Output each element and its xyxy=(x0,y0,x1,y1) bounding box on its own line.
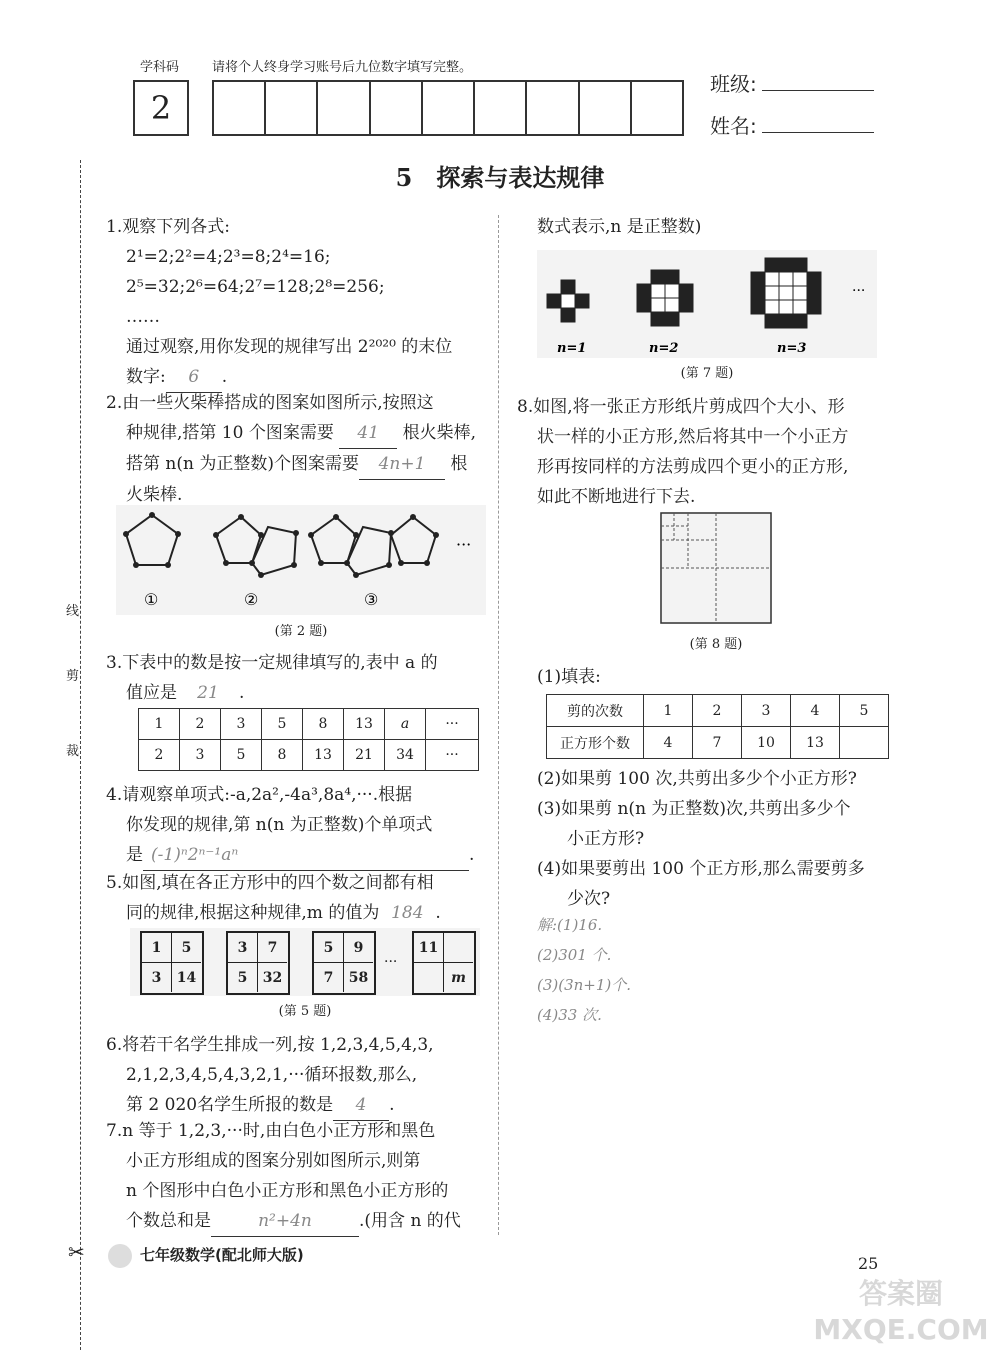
q8-cell: 10 xyxy=(742,727,791,759)
q8-caption: (第 8 题) xyxy=(689,637,743,652)
q2-line3a: 搭第 n(n 为正整数)个图案需要 xyxy=(126,454,359,474)
account-number-boxes[interactable] xyxy=(212,80,684,136)
q5-num xyxy=(444,933,473,963)
q3-table xyxy=(138,708,479,771)
q3-cell: ··· xyxy=(426,709,479,740)
question-5: 5.如图,填在各正方形中的四个数之间都有相 同的规律,根据这种规律,m 的值为 184 . xyxy=(106,868,491,929)
q2-line1: 2.由一些火柴棒搭成的图案如图所示,按照这 xyxy=(106,393,434,413)
q5-answer: 184 xyxy=(379,898,435,929)
q2-caption: (第 2 题) xyxy=(274,624,328,639)
page-title: 5 探索与表达规律 xyxy=(395,163,605,192)
q3-answer: 21 xyxy=(177,678,239,709)
q7-line4b: .(用含 n 的代 xyxy=(359,1211,461,1231)
question-8 xyxy=(517,392,907,512)
q3-cell: 8 xyxy=(303,709,344,740)
digit-box[interactable] xyxy=(475,82,527,134)
q4-line2: 你发现的规律,第 n(n 为正整数)个单项式 xyxy=(126,815,433,835)
digit-box[interactable] xyxy=(527,82,579,134)
account-instruction: 请将个人终身学习账号后九位数字填写完整。 xyxy=(212,60,473,75)
q2-figure xyxy=(116,505,486,615)
q2-line4: 火柴棒. xyxy=(126,485,183,505)
q8-cell: 7 xyxy=(693,727,742,759)
q5-line1: 5.如图,填在各正方形中的四个数之间都有相 xyxy=(106,873,434,893)
q5-square-3 xyxy=(312,931,376,995)
q8-cell: 4 xyxy=(644,727,693,759)
q8-solution xyxy=(537,910,631,1030)
q5-num: 11 xyxy=(414,933,444,963)
q8-cell xyxy=(840,727,889,759)
q7-label-1: n=1 xyxy=(557,341,587,356)
q3-cell: 2 xyxy=(180,709,221,740)
q3-cell: 21 xyxy=(344,740,385,771)
q5-square-2 xyxy=(226,931,290,995)
column-divider xyxy=(498,215,499,1235)
q8-figure xyxy=(660,512,772,624)
page-number: 25 xyxy=(858,1254,879,1273)
q2-label-3: ③ xyxy=(364,590,379,609)
q8-cell: 3 xyxy=(742,695,791,727)
watermark: 答案圈 MXQE.COM xyxy=(813,1277,989,1346)
q1-ask-b: 数字: xyxy=(126,367,166,387)
q2-line3b: 根 xyxy=(450,454,468,474)
name-field[interactable] xyxy=(762,132,874,133)
q3-cell: 5 xyxy=(221,740,262,771)
cut-line xyxy=(80,160,81,1350)
q1-dots: …… xyxy=(126,307,160,327)
q3-cell: 3 xyxy=(180,740,221,771)
q5-num: 9 xyxy=(344,933,373,963)
side-label-line: 线 xyxy=(66,600,79,619)
q2-more: ··· xyxy=(456,535,472,554)
q1-intro: 1.观察下列各式: xyxy=(106,217,230,237)
q7-line3: n 个图形中白色小正方形和黑色小正方形的 xyxy=(126,1181,449,1201)
q8-line4: 如此不断地进行下去. xyxy=(537,487,696,507)
q2-line2b: 根火柴棒, xyxy=(402,423,477,443)
digit-box[interactable] xyxy=(632,82,682,134)
q3-cell: ··· xyxy=(426,740,479,771)
q2-line2a: 种规律,搭第 10 个图案需要 xyxy=(126,423,334,443)
q2-answer2: 4n+1 xyxy=(359,449,445,480)
book-logo-icon xyxy=(108,1244,132,1268)
q8-table xyxy=(546,694,889,759)
q8-solution-1: 解:(1)16. xyxy=(537,916,603,934)
q3-cell: 1 xyxy=(139,709,180,740)
q5-num: 5 xyxy=(228,963,258,992)
q5-num: 5 xyxy=(172,933,201,963)
q7-line4a: 个数总和是 xyxy=(126,1211,211,1231)
q5-num: 58 xyxy=(348,969,369,986)
q5-num: m xyxy=(451,969,466,986)
q7-continued: 数式表示,n 是正整数) xyxy=(537,217,702,237)
q5-num: 3 xyxy=(142,963,172,992)
digit-box[interactable] xyxy=(580,82,632,134)
class-label: 班级: xyxy=(710,72,757,96)
digit-box[interactable] xyxy=(371,82,423,134)
q7-line2: 小正方形组成的图案分别如图所示,则第 xyxy=(126,1151,421,1171)
q7-caption: (第 7 题) xyxy=(680,366,734,381)
question-4: 4.请观察单项式:-a,2a²,-4a³,8a⁴,···.根据 你发现的规律,第 n(n 为正整数)个单项式 是 (-1)ⁿ2ⁿ⁻¹aⁿ . xyxy=(106,780,491,871)
subject-code-label: 学科码 xyxy=(140,60,180,75)
q5-num: 7 xyxy=(258,933,287,963)
q5-square-4 xyxy=(412,931,476,995)
q7-figure xyxy=(537,250,877,358)
q4-line3: 是 xyxy=(126,845,143,865)
question-6: 6.将若干名学生排成一列,按 1,2,3,4,5,4,3, 2,1,2,3,4,5,4,3,2,1,···循环报数,那么, 第 2 020名学生所报的数是 4 . xyxy=(106,1030,491,1121)
book-title: 七年级数学(配北师大版) xyxy=(140,1246,304,1264)
q4-answer: (-1)ⁿ2ⁿ⁻¹aⁿ xyxy=(143,840,469,871)
digit-box[interactable] xyxy=(214,82,266,134)
question-2 xyxy=(106,388,491,510)
q5-more: ··· xyxy=(384,954,398,970)
q8-line1: 8.如图,将一张正方形纸片剪成四个大小、形 xyxy=(517,397,845,417)
q7-label-2: n=2 xyxy=(649,341,679,356)
q2-label-1: ① xyxy=(144,590,159,609)
q1-line2: 2⁵=32;2⁶=64;2⁷=128;2⁸=256; xyxy=(126,277,385,297)
q1-answer: 6 xyxy=(166,362,222,393)
q6-line3: 第 2 020名学生所报的数是 xyxy=(126,1095,334,1115)
q8-cell: 2 xyxy=(693,695,742,727)
q5-square-1 xyxy=(140,931,204,995)
q3-cell: a xyxy=(385,709,426,740)
name-label: 姓名: xyxy=(710,114,757,138)
q5-num xyxy=(414,963,444,992)
q8-solution-3: (3)(3n+1)个. xyxy=(537,976,632,994)
question-3: 3.下表中的数是按一定规律填写的,表中 a 的 值应是 21 . xyxy=(106,648,491,709)
q2-answer1: 41 xyxy=(339,418,397,449)
q3-cell: 8 xyxy=(262,740,303,771)
q5-figure xyxy=(130,928,480,996)
q5-num: 1 xyxy=(142,933,172,963)
q2-label-2: ② xyxy=(244,590,259,609)
q5-num: 5 xyxy=(314,933,344,963)
side-label-trim: 裁 xyxy=(66,740,79,759)
q8-part4: (4)如果要剪出 100 个正方形,那么需要剪多 xyxy=(537,859,865,879)
q1-ask: 通过观察,用你发现的规律写出 2²⁰²⁰ 的末位 xyxy=(126,337,453,357)
q5-line2a: 同的规律,根据这种规律,m 的值为 xyxy=(126,903,380,923)
class-field[interactable] xyxy=(762,90,874,91)
q3-cell: 13 xyxy=(303,740,344,771)
q3-cell: 5 xyxy=(262,709,303,740)
q8-cell: 4 xyxy=(791,695,840,727)
q8-part1: (1)填表: xyxy=(537,667,601,687)
q7-more: ··· xyxy=(852,283,866,299)
q8-parts xyxy=(537,764,917,914)
q8-solution-4: (4)33 次. xyxy=(537,1006,602,1024)
digit-box[interactable] xyxy=(266,82,318,134)
q8-part2: (2)如果剪 100 次,共剪出多少个小正方形? xyxy=(537,769,857,789)
q7-answer: n²+4n xyxy=(211,1206,359,1237)
q5-num: 32 xyxy=(262,969,283,986)
q5-num: 7 xyxy=(314,963,344,992)
q8-solution-2: (2)301 个. xyxy=(537,946,612,964)
subject-code-box: 2 xyxy=(133,80,189,136)
q8-cell: 13 xyxy=(791,727,840,759)
q3-cell: 3 xyxy=(221,709,262,740)
q3-cell: 2 xyxy=(139,740,180,771)
q8-cell: 5 xyxy=(840,695,889,727)
q8-part3: (3)如果剪 n(n 为正整数)次,共剪出多少个 xyxy=(537,799,851,819)
q7-line1: 7.n 等于 1,2,3,···时,由白色小正方形和黑色 xyxy=(106,1121,436,1141)
q7-label-3: n=3 xyxy=(777,341,807,356)
q4-line1: 4.请观察单项式:-a,2a²,-4a³,8a⁴,···.根据 xyxy=(106,785,413,805)
q8-part4b: 少次? xyxy=(567,889,611,909)
q6-line1: 6.将若干名学生排成一列,按 1,2,3,4,5,4,3, xyxy=(106,1035,434,1055)
q8-cell: 正方形个数 xyxy=(547,727,644,759)
q3-line1: 3.下表中的数是按一定规律填写的,表中 a 的 xyxy=(106,653,438,673)
digit-box[interactable] xyxy=(318,82,370,134)
q1-line1: 2¹=2;2²=4;2³=8;2⁴=16; xyxy=(126,247,331,267)
side-label-cut: 剪 xyxy=(66,665,79,684)
q5-caption: (第 5 题) xyxy=(278,1004,332,1019)
q8-cell: 1 xyxy=(644,695,693,727)
question-7 xyxy=(106,1116,491,1237)
q3-cell: 34 xyxy=(385,740,426,771)
q8-part3b: 小正方形? xyxy=(567,829,645,849)
q5-num: 14 xyxy=(176,969,197,986)
q6-answer: 4 xyxy=(333,1090,389,1121)
digit-box[interactable] xyxy=(423,82,475,134)
q8-cell: 剪的次数 xyxy=(547,695,644,727)
q8-line3: 形再按同样的方法剪成四个更小的正方形, xyxy=(537,457,849,477)
q8-line2: 状一样的小正方形,然后将其中一个小正方 xyxy=(537,427,849,447)
q3-line2: 值应是 xyxy=(126,683,177,703)
q5-num: 3 xyxy=(228,933,258,963)
q6-line2: 2,1,2,3,4,5,4,3,2,1,···循环报数,那么, xyxy=(126,1065,418,1085)
question-1: 1.观察下列各式: 2¹=2;2²=4;2³=8;2⁴=16; 2⁵=32;2⁶=64;2⁷=128;2⁸=256; …… 通过观察,用你发现的规律写出 2²⁰²⁰ 的末位 数字: 6 . xyxy=(106,212,486,393)
scissors-icon: ✂ xyxy=(68,1240,85,1264)
q3-cell: 13 xyxy=(344,709,385,740)
